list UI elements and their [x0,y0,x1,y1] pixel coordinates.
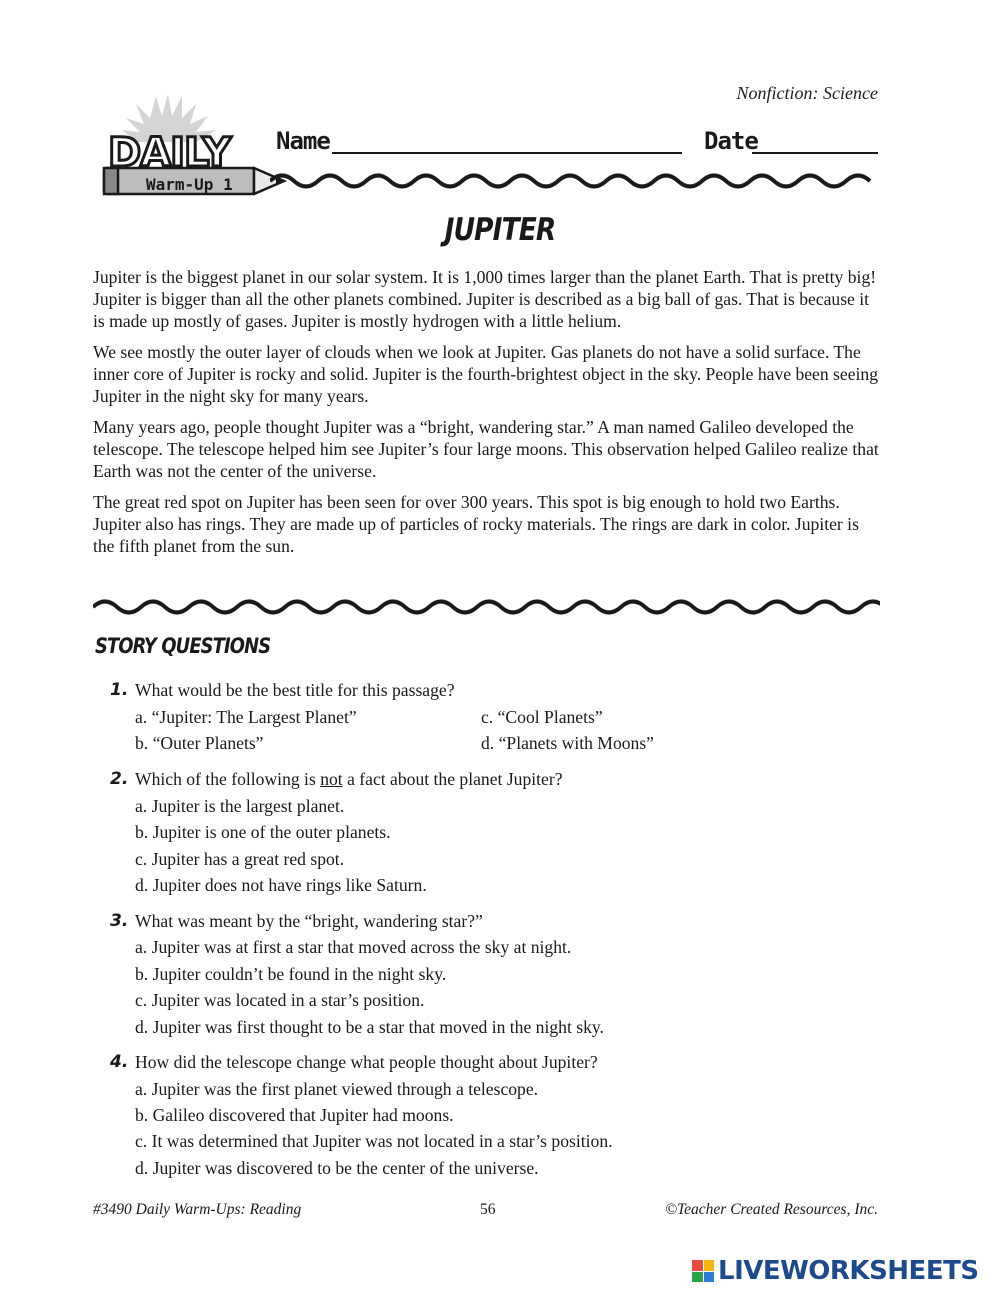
liveworksheets-wordmark: LIVEWORKSHEETS [718,1256,979,1286]
answer-option[interactable]: d. Jupiter does not have rings like Saturn. [135,875,427,895]
reading-passage [93,266,883,566]
liveworksheets-watermark[interactable] [692,1256,979,1286]
passage-paragraph: We see mostly the outer layer of clouds when we look at Jupiter. Gas planets do not have a solid surface. The inner core of Jupiter is rocky and solid. Jupiter is the fourth-brightest object in the sky. People have been seeing Jupiter in the night sky for many years. [93,342,879,406]
answer-option[interactable]: c. Jupiter was located in a star’s position. [135,990,425,1010]
answer-option[interactable]: a. Jupiter is the largest planet. [135,796,345,816]
answer-option[interactable]: b. Jupiter couldn’t be found in the night sky. [135,964,447,984]
answer-option[interactable]: d. “Planets with Moons” [481,733,654,753]
daily-warmup-logo [96,86,296,201]
question-text [135,769,563,790]
question-text: How did the telescope change what people thought about Jupiter? [135,1052,598,1072]
question-text-part: Which of the following is [135,769,321,789]
question-number: 1. [110,680,129,700]
section-wave-divider [93,596,880,618]
footer-book-title: #3490 Daily Warm-Ups: Reading [93,1201,302,1218]
passage-paragraph: The great red spot on Jupiter has been seen for over 300 years. This spot is big enough to hold two Earths. Jupiter also has rings. They are made up of particles of rocky materials. The rings are dark in color. Jupiter is the fifth planet from the sun. [93,492,859,556]
question-number: 3. [110,911,129,931]
page-title: JUPITER [444,212,556,248]
name-field-line[interactable] [332,152,682,154]
question-text-part: a fact about the planet Jupiter? [342,769,563,789]
answer-option[interactable]: c. It was determined that Jupiter was not located in a star’s position. [135,1131,613,1151]
answer-option[interactable]: a. Jupiter was the first planet viewed through a telescope. [135,1079,539,1099]
question-number: 4. [110,1052,129,1072]
answer-option[interactable]: d. Jupiter was discovered to be the center of the universe. [135,1158,539,1178]
header-wave-divider [270,170,880,192]
story-questions-heading: STORY QUESTIONS [95,634,271,658]
footer-page-number: 56 [480,1201,496,1218]
footer-copyright: ©Teacher Created Resources, Inc. [665,1201,878,1218]
logo-word: DAILY [108,130,231,176]
question-text: What was meant by the “bright, wandering star?” [135,911,483,931]
answer-option[interactable]: b. “Outer Planets” [135,733,264,753]
name-label: Name [276,127,330,155]
subject-category: Nonfiction: Science [736,83,878,103]
answer-option[interactable]: a. “Jupiter: The Largest Planet” [135,707,357,727]
passage-paragraph: Many years ago, people thought Jupiter was a “bright, wandering star.” A man named Galileo developed the telescope. The telescope helped him see Jupiter’s four large moons. This observation helped Galileo realize that Earth was not the center of the universe. [93,417,879,481]
date-label: Date [704,127,758,155]
logo-subtitle: Warm-Up 1 [146,175,233,194]
liveworksheets-logo-icon [692,1260,714,1282]
passage-paragraph: Jupiter is the biggest planet in our solar system. It is 1,000 times larger than the planet Earth. That is pretty big! Jupiter is bigger than all the other planets combined. Jupiter is described as a big ball of gas. That is because it is made up mostly of gases. Jupiter is mostly hydrogen with a little helium. [93,267,877,331]
underlined-word: not [320,769,343,789]
question-text: What would be the best title for this passage? [135,680,455,700]
answer-option[interactable]: a. Jupiter was at first a star that moved across the sky at night. [135,937,572,957]
question-number: 2. [110,769,129,789]
answer-option[interactable]: b. Jupiter is one of the outer planets. [135,822,391,842]
answer-option[interactable]: c. “Cool Planets” [481,707,603,727]
answer-option[interactable]: d. Jupiter was first thought to be a star that moved in the night sky. [135,1017,604,1037]
answer-option[interactable]: b. Galileo discovered that Jupiter had moons. [135,1105,454,1125]
answer-option[interactable]: c. Jupiter has a great red spot. [135,849,345,869]
date-field-line[interactable] [752,152,878,154]
